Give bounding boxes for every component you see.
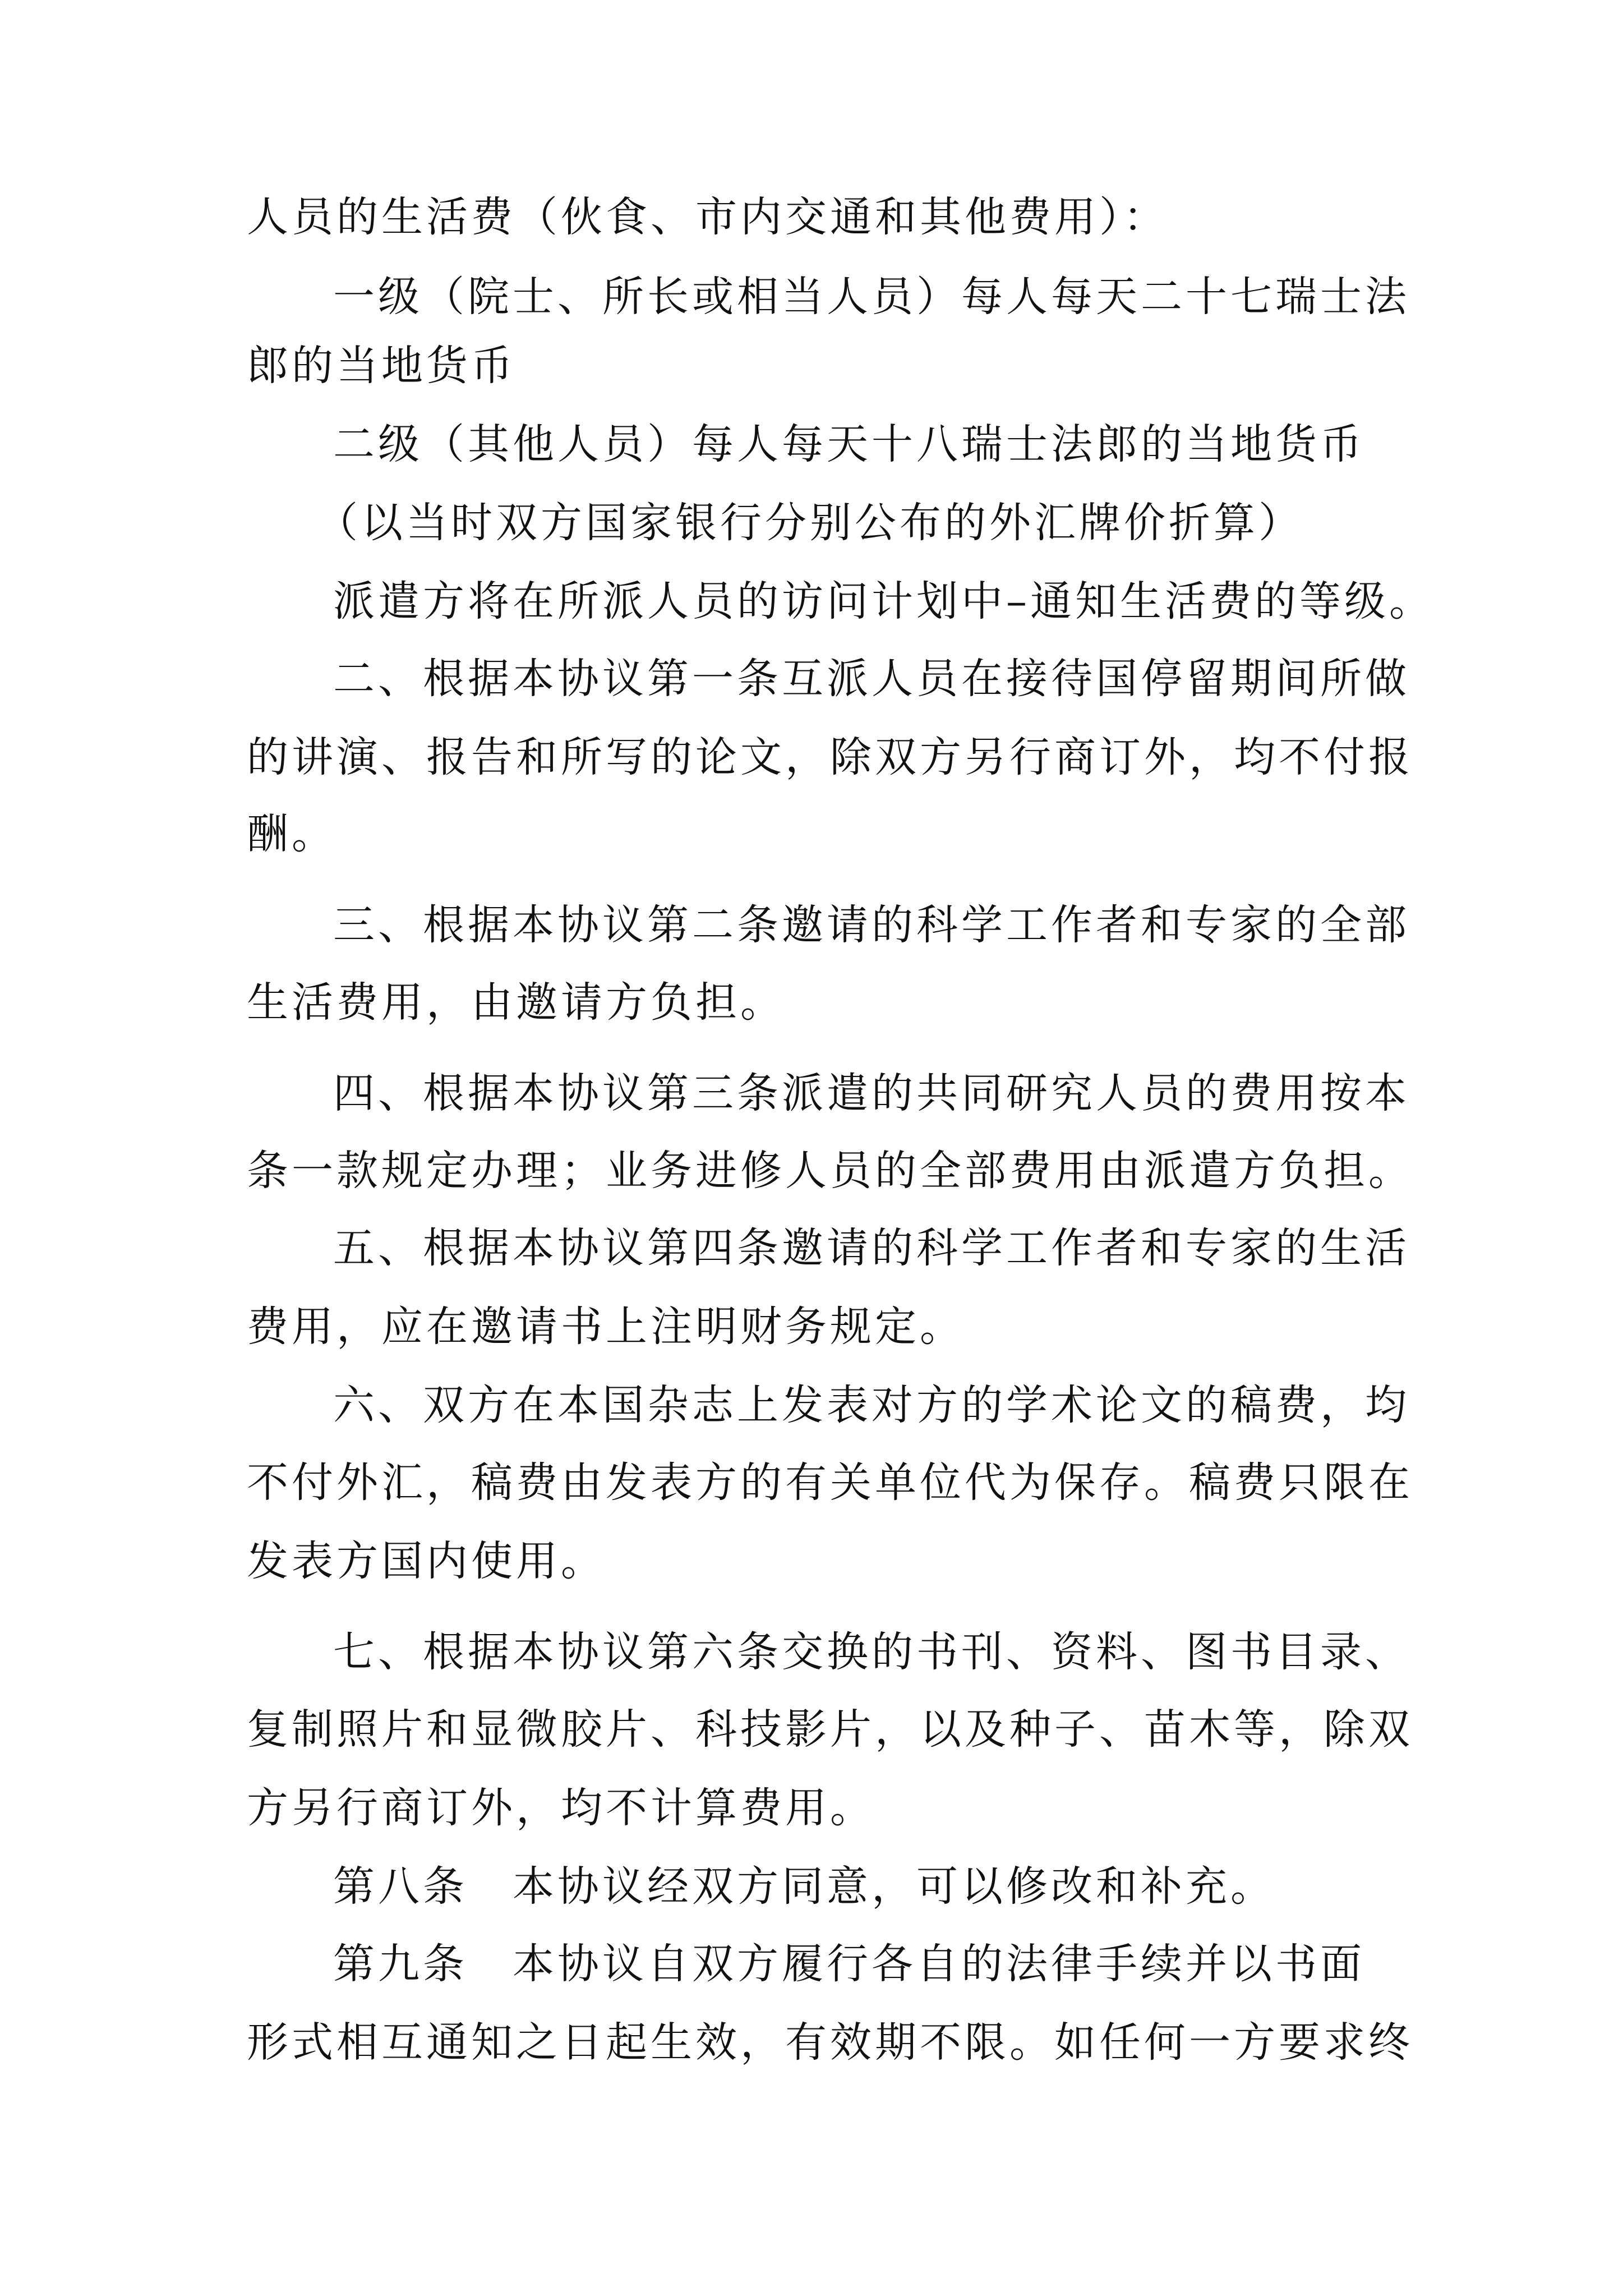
text-line: 派遣方将在所派人员的访问计划中–通知生活费的等级。	[333, 577, 1434, 625]
text-line: 的讲演、报告和所写的论文，除双方另行商订外，均不付报	[247, 733, 1413, 781]
text-line: 生活费用，由邀请方负担。	[247, 978, 785, 1027]
text-line: （以当时双方国家银行分别公布的外汇牌价折算）	[316, 499, 1303, 547]
text-line: 条一款规定办理；业务进修人员的全部费用由派遣方负担。	[247, 1147, 1413, 1195]
text-line: 第九条 本协议自双方履行各自的法律手续并以书面	[333, 1940, 1365, 1988]
text-line: 郎的当地货币	[247, 342, 516, 390]
text-line: 第八条 本协议经双方同意，可以修改和补充。	[333, 1862, 1275, 1911]
text-line: 人员的生活费（伙食、市内交通和其他费用）：	[247, 193, 1168, 241]
text-line: 费用，应在邀请书上注明财务规定。	[247, 1303, 965, 1351]
text-line: 方另行商订外，均不计算费用。	[247, 1784, 875, 1832]
text-line: 二级（其他人员）每人每天十八瑞士法郎的当地货币	[333, 420, 1365, 468]
text-line: 复制照片和显微胶片、科技影片，以及种子、苗木等，除双	[247, 1705, 1413, 1754]
text-line: 发表方国内使用。	[247, 1537, 606, 1585]
text-line: 七、根据本协议第六条交换的书刊、资料、图书目录、	[333, 1628, 1410, 1676]
text-line: 三、根据本协议第二条邀请的科学工作者和专家的全部	[333, 901, 1410, 949]
text-line: 不付外汇，稿费由发表方的有关单位代为保存。稿费只限在	[247, 1458, 1413, 1507]
text-line: 五、根据本协议第四条邀请的科学工作者和专家的生活	[333, 1224, 1410, 1272]
text-line: 二、根据本协议第一条互派人员在接待国停留期间所做	[333, 655, 1410, 703]
text-line: 六、双方在本国杂志上发表对方的学术论文的稿费，均	[333, 1381, 1410, 1429]
text-line: 形式相互通知之日起生效，有效期不限。如任何一方要求终	[247, 2018, 1413, 2067]
text-line: 四、根据本协议第三条派遣的共同研究人员的费用按本	[333, 1069, 1410, 1117]
text-line: 酬。	[247, 810, 336, 858]
text-line: 一级（院士、所长或相当人员）每人每天二十七瑞士法	[333, 273, 1410, 321]
